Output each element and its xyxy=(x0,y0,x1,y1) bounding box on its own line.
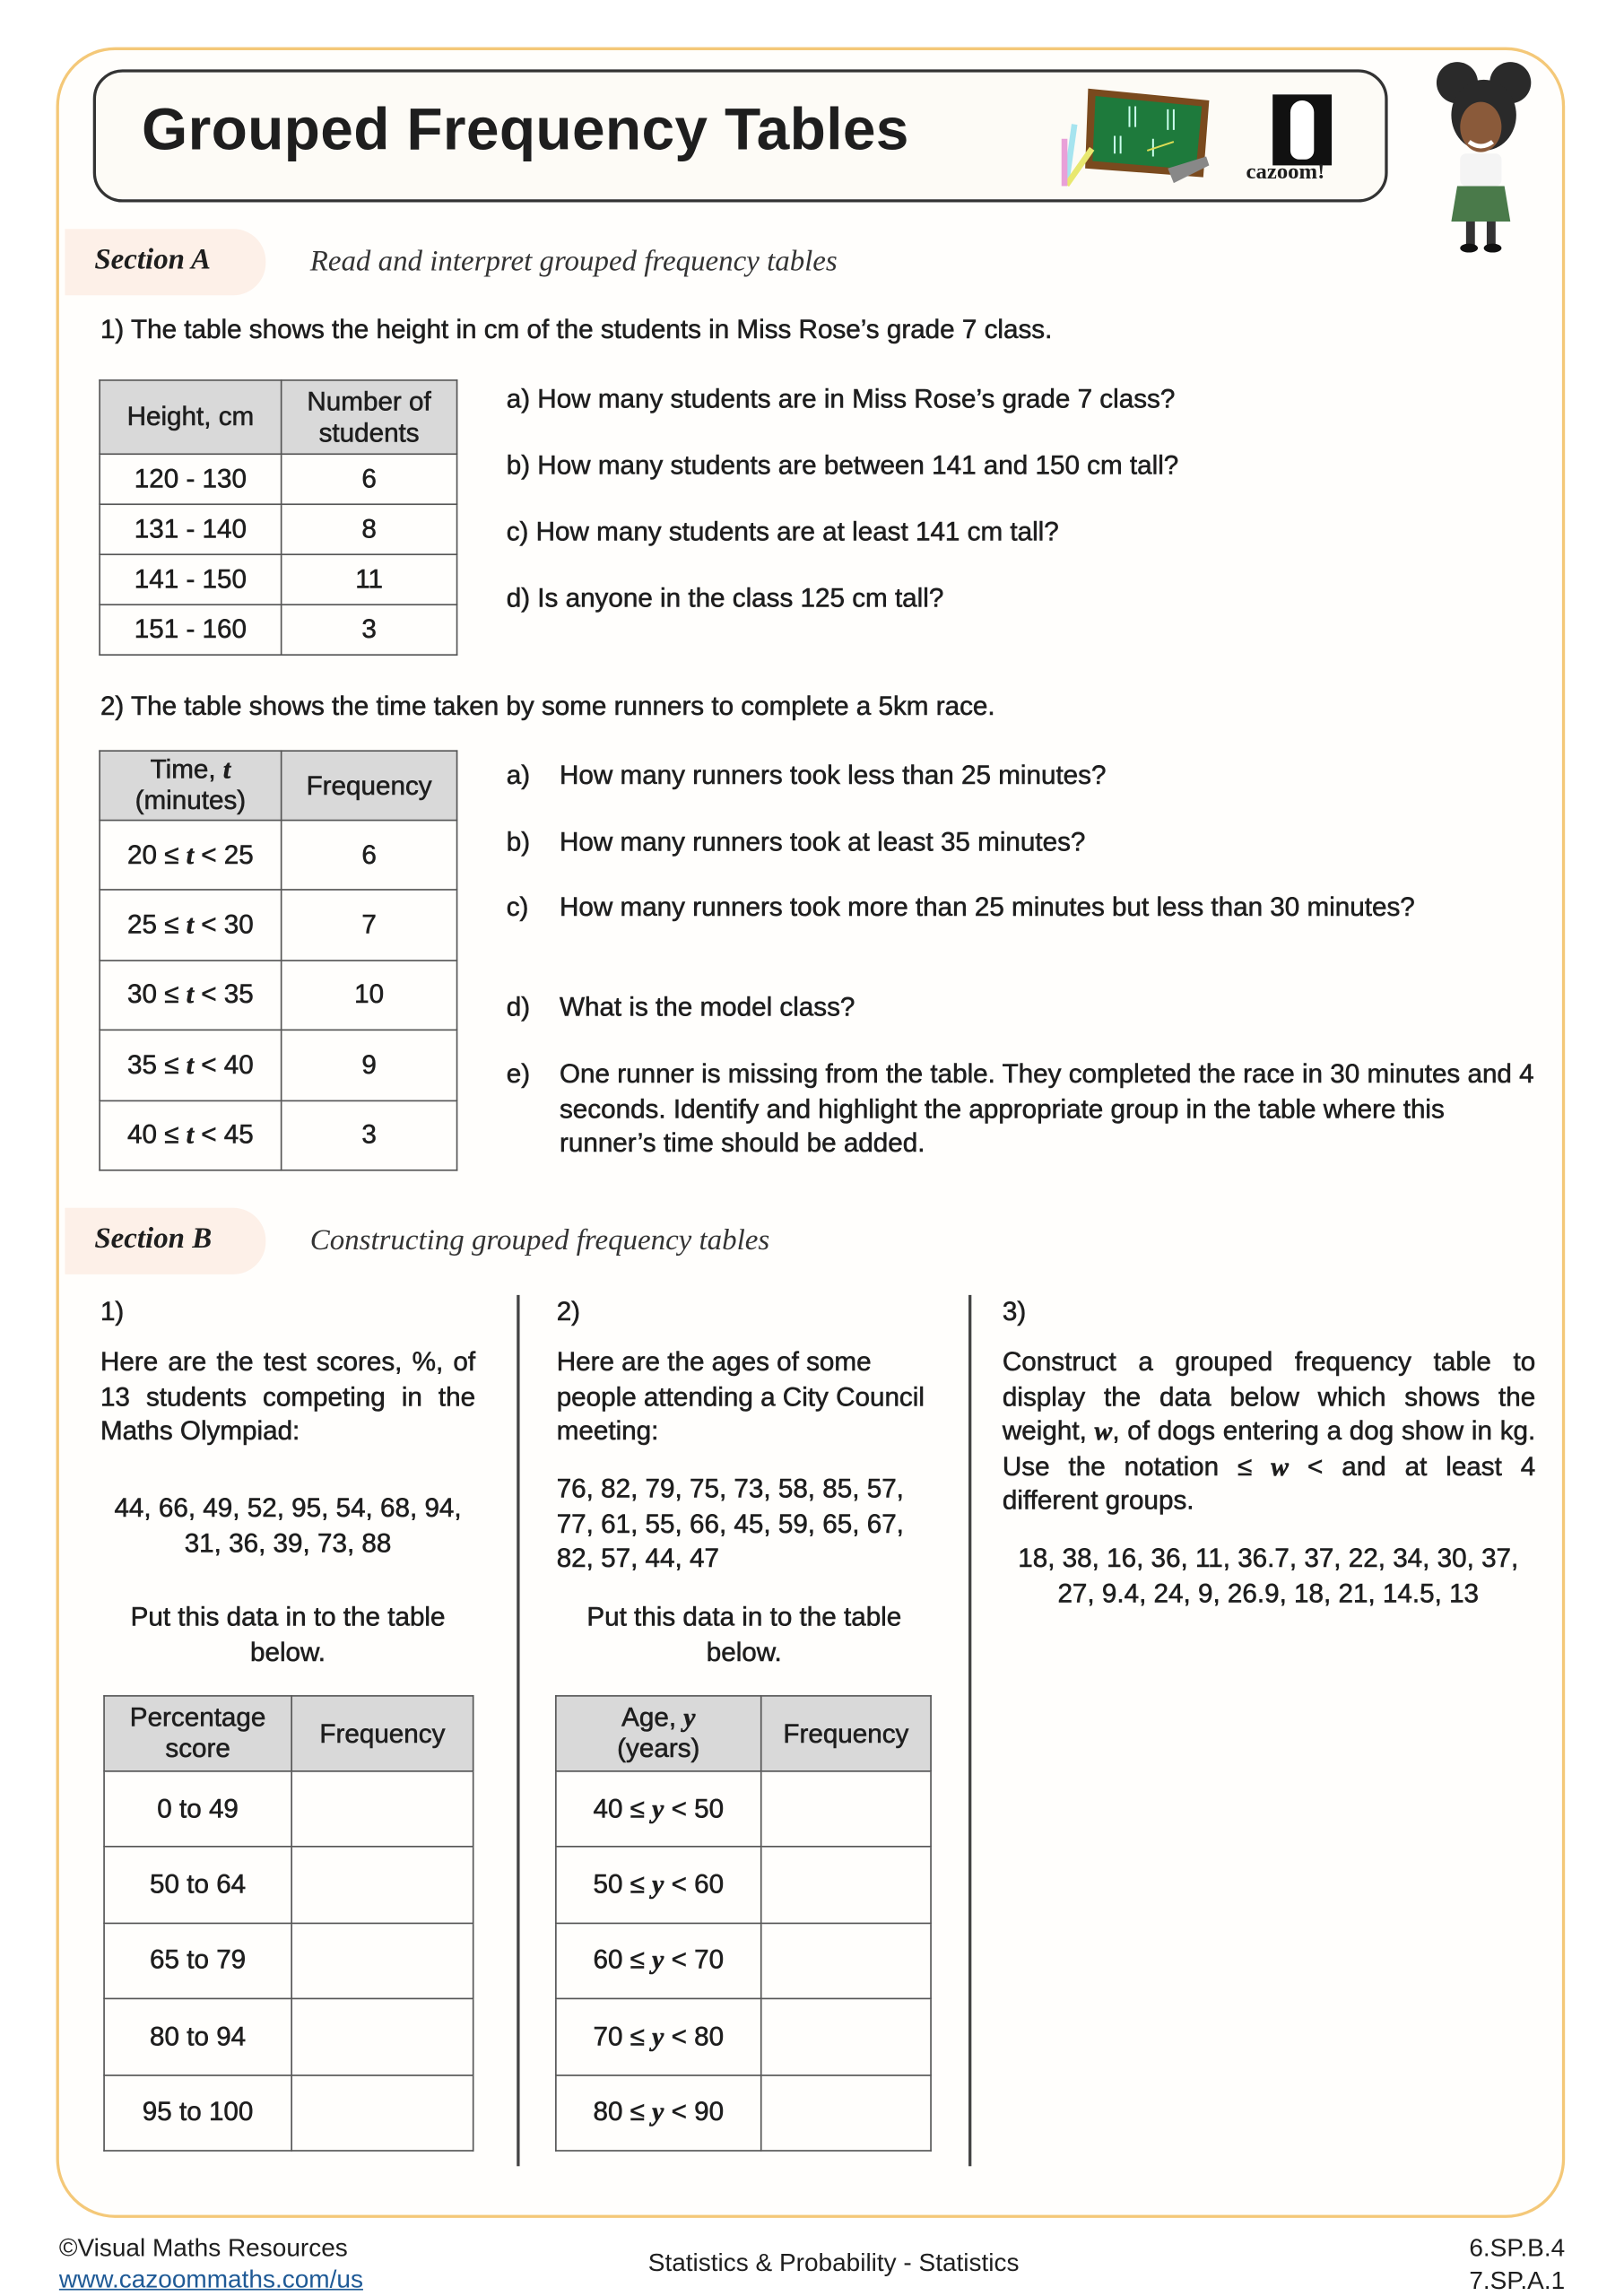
race-time-frequency-table xyxy=(99,750,457,1170)
table-row xyxy=(100,1031,456,1100)
class-interval-cell: 80 to 94 xyxy=(104,1999,291,2075)
variable: w xyxy=(1271,1450,1290,1481)
variable: t xyxy=(186,979,194,1010)
q2-question-text: How many runners took more than 25 minutes but less than 30 minutes? xyxy=(559,891,1415,922)
frequency-cell: 7 xyxy=(282,891,457,961)
q1-question: d) Is anyone in the class 125 cm tall? xyxy=(506,583,944,613)
table-row xyxy=(100,961,456,1031)
percentage-score-table xyxy=(103,1695,473,2152)
table-row xyxy=(104,2074,473,2151)
table-header-row xyxy=(100,380,456,454)
variable: y xyxy=(652,2097,664,2127)
table-header-row xyxy=(100,751,456,820)
q2-question-label: b) xyxy=(506,826,531,857)
class-interval-cell: 65 to 79 xyxy=(104,1923,291,1999)
table-row xyxy=(556,1847,931,1923)
section-b-label: Section B xyxy=(94,1222,213,1256)
frequency-cell[interactable] xyxy=(291,1771,473,1848)
b3-number: 3) xyxy=(1002,1296,1027,1326)
q2-question-label: a) xyxy=(506,760,531,790)
age-table xyxy=(555,1695,932,2152)
class-interval-cell: 20 ≤ t < 25 xyxy=(100,821,282,891)
variable: w xyxy=(1094,1415,1113,1446)
frequency-cell[interactable] xyxy=(761,1847,931,1923)
class-interval-cell: 50 ≤ y < 60 xyxy=(556,1847,761,1923)
q2-prompt: 2) The table shows the time taken by some runners to complete a 5km race. xyxy=(100,691,995,721)
q2-question-text: What is the model class? xyxy=(559,992,855,1022)
column-header: Time, t (minutes) xyxy=(100,751,282,820)
q2-question-label: d) xyxy=(506,992,531,1022)
class-interval-cell: 60 ≤ y < 70 xyxy=(556,1923,761,1999)
table-row xyxy=(100,821,456,891)
class-interval-cell: 40 ≤ y < 50 xyxy=(556,1771,761,1848)
class-interval-cell: 120 - 130 xyxy=(100,454,282,504)
frequency-cell[interactable] xyxy=(291,2074,473,2151)
variable: t xyxy=(186,1049,194,1080)
class-interval-cell: 40 ≤ t < 45 xyxy=(100,1100,282,1170)
column-header: Height, cm xyxy=(100,380,282,454)
frequency-cell[interactable] xyxy=(291,1999,473,2075)
q1-question: c) How many students are at least 141 cm tall? xyxy=(506,517,1059,547)
frequency-cell[interactable] xyxy=(761,2074,931,2151)
table-row xyxy=(556,1923,931,1999)
footer-copyright: ©Visual Maths Resources xyxy=(58,2234,348,2263)
column-header: Frequency xyxy=(282,751,457,820)
section-a-label: Section A xyxy=(94,243,211,276)
class-interval-cell: 151 - 160 xyxy=(100,604,282,655)
frequency-cell[interactable] xyxy=(291,1923,473,1999)
footer-topic: Statistics & Probability - Statistics xyxy=(647,2248,1020,2277)
variable: y xyxy=(652,1793,664,1823)
frequency-cell[interactable] xyxy=(291,1847,473,1923)
frequency-cell: 11 xyxy=(282,554,457,604)
cazoom-logo-text: cazoom! xyxy=(1246,161,1325,185)
q2-question-text: How many runners took at least 35 minutes? xyxy=(559,826,1086,857)
class-interval-cell: 95 to 100 xyxy=(104,2074,291,2151)
frequency-cell[interactable] xyxy=(761,1999,931,2075)
table-row xyxy=(100,454,456,504)
b2-number: 2) xyxy=(556,1296,581,1326)
frequency-cell: 3 xyxy=(282,1100,457,1170)
frequency-cell: 10 xyxy=(282,961,457,1031)
cazoom-logo xyxy=(1272,94,1332,165)
table-row xyxy=(100,554,456,604)
variable: y xyxy=(683,1702,696,1733)
table-row xyxy=(104,1771,473,1848)
section-b-subtitle: Constructing grouped frequency tables xyxy=(309,1223,770,1257)
table-row xyxy=(100,1100,456,1170)
q2-question-label: c) xyxy=(506,891,529,922)
footer-standard: 7.SP.A.1 xyxy=(1469,2266,1566,2295)
class-interval-cell: 35 ≤ t < 40 xyxy=(100,1031,282,1100)
b3-data: 18, 38, 16, 36, 11, 36.7, 37, 22, 34, 30, 37, 27, 9.4, 24, 9, 26.9, 18, 21, 14.5, 13 xyxy=(1018,1543,1519,1608)
b1-text: Here are the test scores, %, of 13 students competing in the Maths Olympiad: xyxy=(100,1346,476,1446)
frequency-cell: 6 xyxy=(282,454,457,504)
height-frequency-table xyxy=(99,379,457,656)
student-character-illustration xyxy=(1425,59,1546,254)
table-row xyxy=(100,504,456,554)
column-header: Percentage score xyxy=(104,1696,291,1771)
page-title: Grouped Frequency Tables xyxy=(142,97,909,163)
table-row xyxy=(104,1923,473,1999)
q1-question: b) How many students are between 141 and 150 cm tall? xyxy=(506,450,1179,481)
variable: y xyxy=(652,1869,664,1900)
chalkboard-icon xyxy=(1055,85,1218,196)
footer-standard: 6.SP.B.4 xyxy=(1469,2234,1566,2263)
footer-link[interactable]: www.cazoommaths.com/us xyxy=(58,2265,363,2293)
table-header-row xyxy=(104,1696,473,1771)
class-interval-cell: 70 ≤ y < 80 xyxy=(556,1999,761,2075)
table-row xyxy=(104,1847,473,1923)
q1-prompt: 1) The table shows the height in cm of the students in Miss Rose’s grade 7 class. xyxy=(100,314,1053,344)
q2-question-label: e) xyxy=(506,1058,531,1089)
column-header: Number of students xyxy=(282,380,457,454)
class-interval-cell: 80 ≤ y < 90 xyxy=(556,2074,761,2151)
class-interval-cell: 141 - 150 xyxy=(100,554,282,604)
variable: y xyxy=(652,2021,664,2051)
table-row xyxy=(556,1999,931,2075)
variable: y xyxy=(652,1945,664,1976)
table-row xyxy=(100,604,456,655)
variable: t xyxy=(186,1119,194,1150)
variable: t xyxy=(186,839,194,870)
class-interval-cell: 25 ≤ t < 30 xyxy=(100,891,282,961)
class-interval-cell: 131 - 140 xyxy=(100,504,282,554)
table-row xyxy=(104,1999,473,2075)
frequency-cell[interactable] xyxy=(761,1771,931,1848)
b1-instruction: Put this data in to the table below. xyxy=(130,1602,446,1666)
table-row xyxy=(556,2074,931,2151)
column-header: Frequency xyxy=(291,1696,473,1771)
column-header: Age, y (years) xyxy=(556,1696,761,1771)
q1-question: a) How many students are in Miss Rose’s grade 7 class? xyxy=(506,384,1176,413)
class-interval-cell: 30 ≤ t < 35 xyxy=(100,961,282,1031)
section-a-subtitle: Read and interpret grouped frequency tables xyxy=(309,245,838,278)
variable: t xyxy=(222,754,231,785)
class-interval-cell: 50 to 64 xyxy=(104,1847,291,1923)
table-header-row xyxy=(556,1696,931,1771)
b2-text: Here are the ages of some people attending a City Council meeting: xyxy=(556,1346,925,1446)
frequency-cell: 9 xyxy=(282,1031,457,1100)
column-header: Frequency xyxy=(761,1696,931,1771)
frequency-cell[interactable] xyxy=(761,1923,931,1999)
frequency-cell: 8 xyxy=(282,504,457,554)
b2-instruction: Put this data in to the table below. xyxy=(586,1602,902,1666)
class-interval-cell: 0 to 49 xyxy=(104,1771,291,1848)
column-divider xyxy=(517,1295,518,2166)
table-row xyxy=(556,1771,931,1848)
table-row xyxy=(100,891,456,961)
b2-data: 76, 82, 79, 75, 73, 58, 85, 57, 77, 61, 55, 66, 45, 59, 65, 67, 82, 57, 44, 47 xyxy=(556,1474,904,1573)
q2-question-text: How many runners took less than 25 minutes? xyxy=(559,760,1107,790)
variable: t xyxy=(186,909,194,940)
column-divider xyxy=(968,1295,970,2166)
frequency-cell: 3 xyxy=(282,604,457,655)
q2-question-text: One runner is missing from the table. They completed the race in 30 minutes and 4 seconds. Identify and highlight the appropriate group in the table where this runner’s time should be added. xyxy=(559,1058,1534,1158)
b1-number: 1) xyxy=(100,1296,125,1326)
b3-text: Construct a grouped frequency table to display the data below which shows the weight, w, of dogs entering a dog show in kg. Use the notation ≤ w < and at least 4 different groups. xyxy=(1002,1346,1536,1516)
frequency-cell: 6 xyxy=(282,821,457,891)
b1-data: 44, 66, 49, 52, 95, 54, 68, 94, 31, 36, 39, 73, 88 xyxy=(114,1492,462,1558)
